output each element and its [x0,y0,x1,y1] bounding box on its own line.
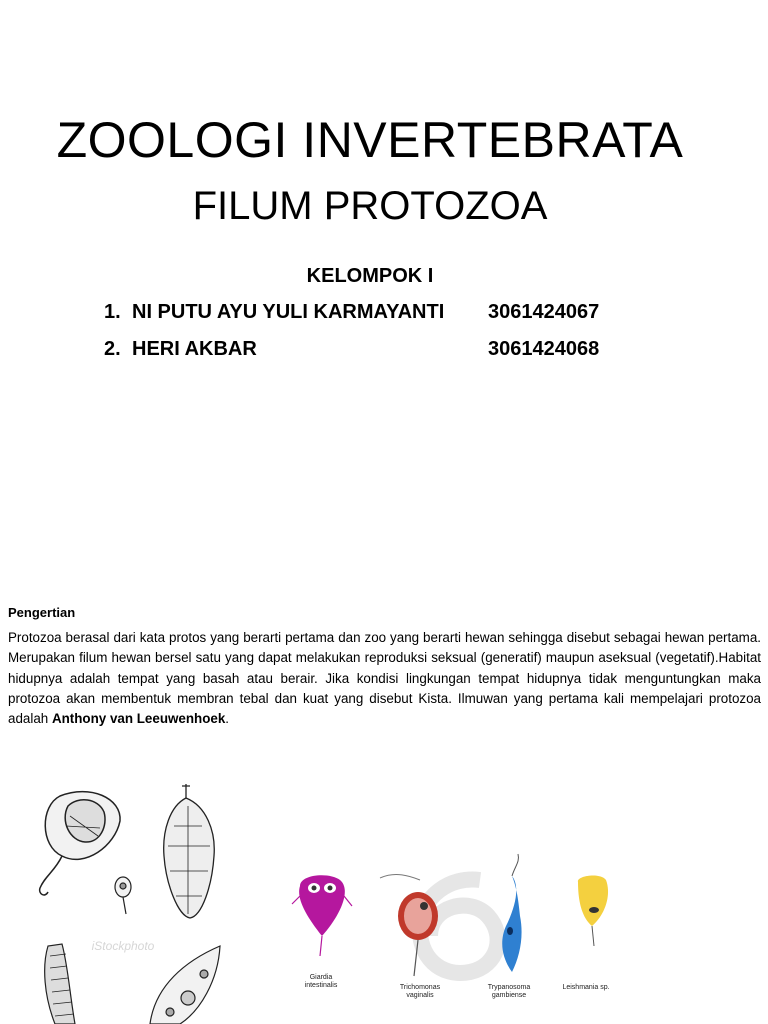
group-title: KELOMPOK I [306,265,434,287]
member-id: 3061424067 [488,301,600,323]
member-name: NI PUTU AYU YULI KARMAYANTI [132,301,445,323]
section-heading: Pengertian [8,605,76,620]
definition-slide [0,576,768,1024]
protozoa-illustrations [0,776,768,1024]
caption-trichomonas: Trichomonas vaginalis [399,984,441,999]
watermark-text: iStockphoto [91,939,155,953]
protozoa-sketch-2 [115,877,131,914]
member-name: HERI AKBAR [132,338,257,360]
caption-giardia: Giardia intestinalis [304,974,338,989]
caption-leishmania: Leishmania sp. [562,984,610,991]
leishmania-illustration [578,876,608,946]
member-number: 2. [104,338,121,360]
member-row [104,334,644,364]
protozoa-sketch-5 [150,946,220,1024]
scientist-name: Anthony van Leeuwenhoek [51,711,226,727]
definition-paragraph [8,628,761,729]
paragraph-text: Protozoa berasal dari kata protos yang berarti pertama dan zoo yang berarti hewan sehingga disebut sebagai hewan pertama. Merupakan filum hewan bersel satu yang dapat melakukan reproduksi seksual (generatif) maupun aseksual (vegetatif).Habitat hidupnya adalah tempat yang basah atau berair. Jika kondisi lingkungan tempat hidupnya tidak menguntungkan maka protozoa akan membentuk membran tebal dan kuat yang disebut Kista. Ilmuwan yang pertama kali mempelajari protozoa adalah [8,630,761,727]
protozoa-sketch-1 [40,792,120,895]
illustration-canvas [0,776,768,1024]
slide-subtitle: FILUM PROTOZOA [192,184,548,228]
protozoa-sketch-4 [45,944,75,1024]
paragraph-end: . [225,711,230,727]
slide-title: ZOOLOGI INVERTEBRATA [56,112,684,168]
protozoa-sketch-3 [164,784,215,918]
caption-trypanosoma: Trypanosoma gambiense [487,984,531,999]
trypanosoma-illustration [502,854,521,972]
member-id: 3061424068 [488,338,600,360]
member-row [104,297,644,327]
member-number: 1. [104,301,121,323]
giardia-illustration [292,875,352,956]
